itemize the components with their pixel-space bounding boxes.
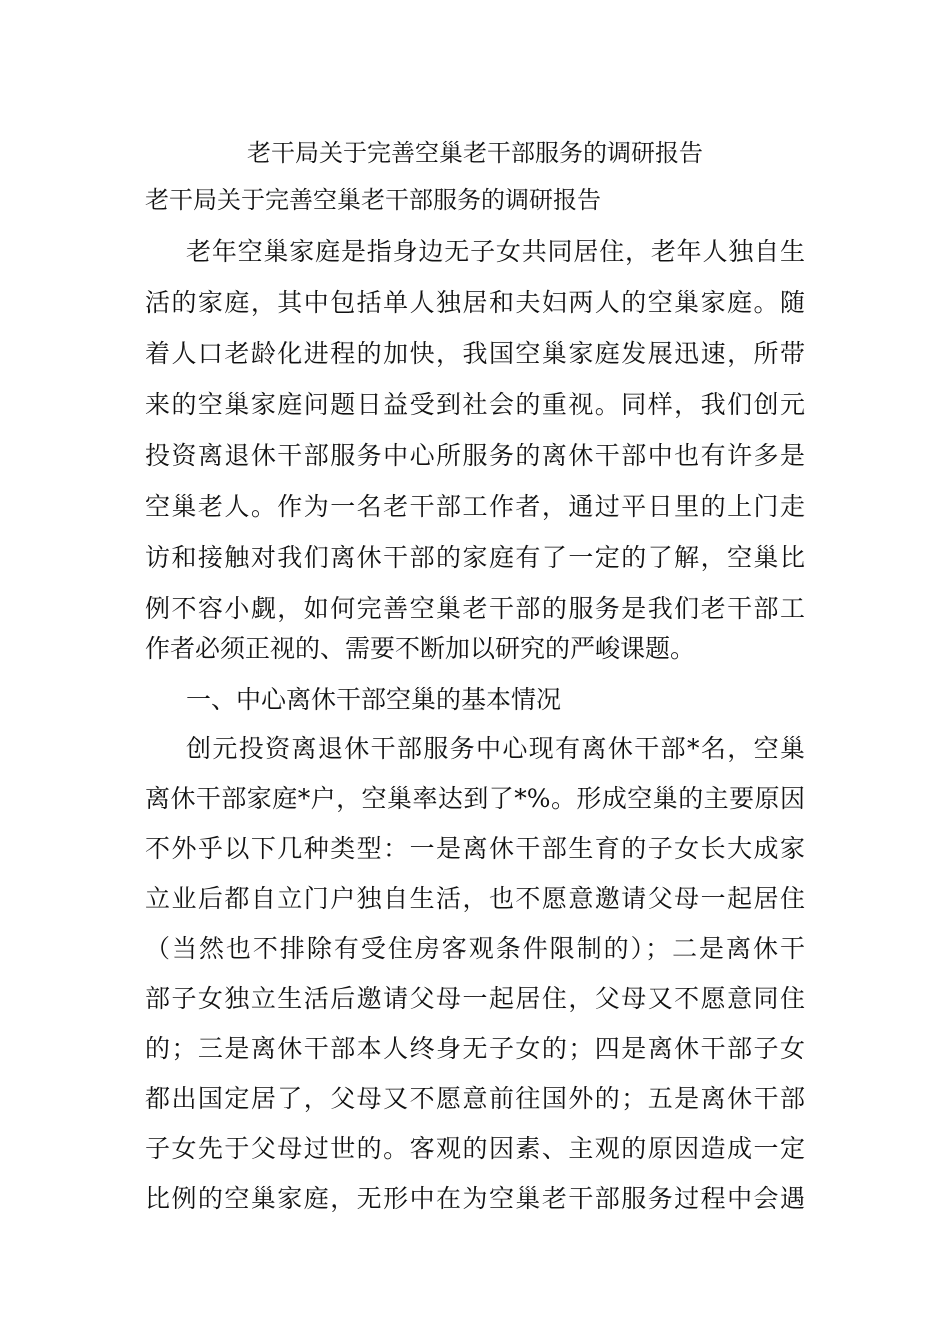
paragraph-line: 的；三是离休干部本人终身无子女的；四是离休干部子女: [145, 1034, 805, 1063]
paragraph-line: 不外乎以下几种类型：一是离休干部生育的子女长大成家: [145, 834, 805, 863]
document-title: 老干局关于完善空巢老干部服务的调研报告: [247, 139, 703, 167]
paragraph-line: 创元投资离退休干部服务中心现有离休干部*名，空巢: [186, 734, 805, 763]
paragraph-line: 立业后都自立门户独自生活，也不愿意邀请父母一起居住: [145, 884, 805, 913]
section-heading: 一、中心离休干部空巢的基本情况: [186, 685, 562, 714]
paragraph-line: 活的家庭，其中包括单人独居和夫妇两人的空巢家庭。随: [145, 288, 805, 317]
paragraph-line: 离休干部家庭*户，空巢率达到了*%。形成空巢的主要原因: [145, 784, 805, 813]
paragraph-line: （当然也不排除有受住房客观条件限制的）；二是离休干: [145, 934, 805, 963]
paragraph-line: 投资离退休干部服务中心所服务的离休干部中也有许多是: [145, 441, 805, 470]
paragraph-line: 来的空巢家庭问题日益受到社会的重视。同样，我们创元: [145, 390, 805, 419]
paragraph-line: 都出国定居了，父母又不愿意前往国外的；五是离休干部: [145, 1084, 805, 1113]
paragraph-line: 着人口老龄化进程的加快，我国空巢家庭发展迅速，所带: [145, 339, 805, 368]
document-subtitle: 老干局关于完善空巢老干部服务的调研报告: [145, 186, 601, 214]
paragraph-line: 空巢老人。作为一名老干部工作者，通过平日里的上门走: [145, 492, 805, 521]
paragraph-line: 比例的空巢家庭，无形中在为空巢老干部服务过程中会遇: [145, 1184, 805, 1213]
paragraph-line: 访和接触对我们离休干部的家庭有了一定的了解，空巢比: [145, 543, 805, 572]
paragraph-line: 作者必须正视的、需要不断加以研究的严峻课题。: [145, 634, 696, 663]
paragraph-line: 部子女独立生活后邀请父母一起居住，父母又不愿意同住: [145, 984, 805, 1013]
paragraph-line: 例不容小觑，如何完善空巢老干部的服务是我们老干部工: [145, 594, 805, 623]
paragraph-line: 子女先于父母过世的。客观的因素、主观的原因造成一定: [145, 1134, 805, 1163]
paragraph-line: 老年空巢家庭是指身边无子女共同居住，老年人独自生: [186, 237, 805, 266]
